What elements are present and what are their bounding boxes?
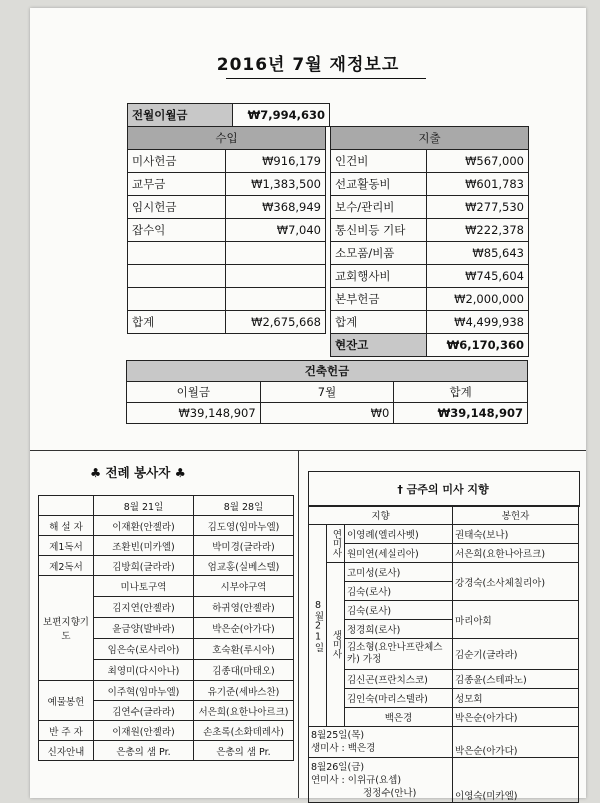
server-name: 서은희(요한나아르크) <box>194 701 294 721</box>
expense-total-value: ₩4,499,938 <box>427 311 529 334</box>
expense-label: 본부헌금 <box>331 288 427 311</box>
prev-balance-label: 전월이월금 <box>128 104 233 127</box>
building-header-month: 7월 <box>260 382 394 403</box>
table-row <box>128 288 326 311</box>
servers-table <box>38 495 294 761</box>
table-row <box>128 219 326 242</box>
table-row <box>331 173 529 196</box>
server-name: 호숙환(루시아) <box>194 639 294 660</box>
income-value: ₩368,949 <box>226 196 326 219</box>
expense-value: ₩745,604 <box>427 265 529 288</box>
servers-col-date2: 8월 28일 <box>194 496 294 516</box>
income-label: 잡수익 <box>128 219 226 242</box>
expense-label: 교회행사비 <box>331 265 427 288</box>
server-name: 김방희(글라라) <box>94 556 194 576</box>
extra-intention: 연미사 : 이위규(요셉) <box>311 774 402 786</box>
server-name: 박미경(글라라) <box>194 536 294 556</box>
table-row <box>309 525 579 544</box>
balance-value: ₩6,170,360 <box>427 334 529 357</box>
income-value: ₩7,040 <box>226 219 326 242</box>
table-row <box>331 219 529 242</box>
expense-label: 통신비등 기타 <box>331 219 427 242</box>
expense-label: 선교활동비 <box>331 173 427 196</box>
table-row <box>309 727 579 758</box>
expense-value: ₩601,783 <box>427 173 529 196</box>
expense-value: ₩567,000 <box>427 150 529 173</box>
role-label: 예물봉헌 <box>39 681 94 721</box>
income-total-label: 합계 <box>128 311 226 334</box>
role-label: 해 설 자 <box>39 516 94 536</box>
role-label: 보편지향기 도 <box>39 576 94 681</box>
income-total-value: ₩2,675,668 <box>226 311 326 334</box>
server-name: 이재환(안젤라) <box>94 516 194 536</box>
building-header-carryover: 이월금 <box>127 382 261 403</box>
income-value <box>226 288 326 311</box>
mass-group-living: 생미사 <box>327 563 345 727</box>
offerer-name: 김순기(글라라) <box>453 639 579 670</box>
server-name: 은총의 샘 Pr. <box>194 741 294 761</box>
income-label: 교무금 <box>128 173 226 196</box>
table-row <box>309 639 579 670</box>
bulletin-page <box>30 8 586 802</box>
table-row <box>128 196 326 219</box>
income-label: 미사헌금 <box>128 150 226 173</box>
table-row <box>39 516 294 536</box>
intention-name: 원미연(세실리아) <box>345 544 453 563</box>
expense-label: 보수/관리비 <box>331 196 427 219</box>
server-name: 윤금양(발바라) <box>94 618 194 639</box>
server-name: 김연수(글라라) <box>94 701 194 721</box>
offerer-name: 박은순(아가다) <box>453 727 579 758</box>
servers-col-date1: 8월 21일 <box>94 496 194 516</box>
table-row <box>128 265 326 288</box>
income-value <box>226 242 326 265</box>
section-divider <box>30 450 586 451</box>
table-row <box>128 173 326 196</box>
table-row <box>39 721 294 741</box>
extra-date: 8월26일(금) <box>311 761 365 773</box>
table-row <box>309 544 579 563</box>
offerer-name: 권태숙(보나) <box>453 525 579 544</box>
income-value: ₩916,179 <box>226 150 326 173</box>
building-value-total: ₩39,148,907 <box>394 403 528 424</box>
offerer-name: 서은희(요한나아르크) <box>453 544 579 563</box>
intention-name: 김숙(로사) <box>345 601 453 620</box>
income-label <box>128 242 226 265</box>
mass-date-label: 8월21일 <box>309 525 327 727</box>
mass-intention-table <box>308 505 579 803</box>
income-value: ₩1,383,500 <box>226 173 326 196</box>
expense-total-row <box>331 311 529 334</box>
server-name: 은총의 샘 Pr. <box>94 741 194 761</box>
expense-header: 지출 <box>331 127 529 150</box>
table-row <box>309 563 579 582</box>
income-total-row <box>128 311 326 334</box>
intention-name: 김신곤(프란치스코) <box>345 670 453 689</box>
income-label <box>128 265 226 288</box>
server-name: 박은순(아가다) <box>194 618 294 639</box>
intention-name: 김인숙(마리스텔라) <box>345 689 453 708</box>
intention-name: 김소형(요안나프란체스카) 가정 <box>345 639 453 670</box>
server-name: 하귀영(안젤라) <box>194 597 294 618</box>
role-label: 반 주 자 <box>39 721 94 741</box>
offerer-name: 이영숙(미카엘) <box>453 758 579 803</box>
table-row <box>128 242 326 265</box>
prev-balance-value: ₩7,994,630 <box>233 104 330 127</box>
table-row <box>309 601 579 620</box>
intention-name: 고미성(로사) <box>345 563 453 582</box>
expense-table <box>330 126 529 357</box>
extra-intention: 생미사 : 백은경 <box>311 743 376 754</box>
server-name: 이재원(안젤라) <box>94 721 194 741</box>
income-header: 수입 <box>128 127 326 150</box>
expense-label: 인건비 <box>331 150 427 173</box>
balance-label: 현잔고 <box>331 334 427 357</box>
table-row <box>331 265 529 288</box>
server-name: 김지연(안젤라) <box>94 597 194 618</box>
server-name: 조환빈(미카엘) <box>94 536 194 556</box>
offerer-name: 마리아회 <box>453 601 579 639</box>
income-table <box>127 126 326 334</box>
income-value <box>226 265 326 288</box>
building-fund-title: 건축헌금 <box>127 361 528 382</box>
role-label: 신자안내 <box>39 741 94 761</box>
server-name: 엄교홍(실베스텔) <box>194 556 294 576</box>
server-name: 김도영(임마누엘) <box>194 516 294 536</box>
mass-col-intention: 지향 <box>309 506 453 525</box>
table-row <box>331 288 529 311</box>
offerer-name: 성모회 <box>453 689 579 708</box>
column-divider <box>298 450 299 798</box>
prev-balance-table <box>127 103 330 127</box>
server-name: 손초록(소화데레사) <box>194 721 294 741</box>
table-row <box>39 536 294 556</box>
server-name: 김종대(마태오) <box>194 660 294 681</box>
expense-value: ₩277,530 <box>427 196 529 219</box>
server-name: 최영미(다시아나) <box>94 660 194 681</box>
role-label: 제2독서 <box>39 556 94 576</box>
expense-label: 소모품/비품 <box>331 242 427 265</box>
intention-name: 이영례(엘리사벳) <box>345 525 453 544</box>
table-row <box>309 670 579 689</box>
income-label: 임시헌금 <box>128 196 226 219</box>
server-name: 임은숙(로사리아) <box>94 639 194 660</box>
offerer-name: 박은순(아가다) <box>453 708 579 727</box>
table-row <box>331 150 529 173</box>
table-row <box>331 196 529 219</box>
expense-value: ₩2,000,000 <box>427 288 529 311</box>
mass-title: † 금주의 미사 지향 <box>397 483 489 496</box>
intention-name: 정경희(로사) <box>345 620 453 639</box>
table-row <box>39 556 294 576</box>
title-underline <box>226 78 426 79</box>
intention-name: 김숙(로사) <box>345 582 453 601</box>
role-label: 제1독서 <box>39 536 94 556</box>
servers-title: ♣ 전례 봉사자 ♣ <box>90 465 186 480</box>
offerer-name: 강경숙(소사체칠리아) <box>453 563 579 601</box>
expense-value: ₩85,643 <box>427 242 529 265</box>
offerer-name: 김종윤(스테파노) <box>453 670 579 689</box>
table-row <box>128 150 326 173</box>
building-fund-table <box>126 360 528 424</box>
server-name: 미나토구역 <box>94 576 194 597</box>
mass-group-requiem: 연미사 <box>327 525 345 563</box>
building-header-total: 합계 <box>394 382 528 403</box>
page-title: 2016년 7월 재정보고 <box>216 55 400 75</box>
table-row <box>309 708 579 727</box>
mass-col-offerer: 봉헌자 <box>453 506 579 525</box>
table-row <box>309 689 579 708</box>
intention-name: 백은경 <box>345 708 453 727</box>
balance-row <box>331 334 529 357</box>
building-value-carryover: ₩39,148,907 <box>127 403 261 424</box>
table-row <box>39 741 294 761</box>
server-name: 시부야구역 <box>194 576 294 597</box>
expense-total-label: 합계 <box>331 311 427 334</box>
server-name: 유기준(세바스찬) <box>194 681 294 701</box>
extra-date: 8월25일(목) <box>311 730 365 741</box>
income-label <box>128 288 226 311</box>
extra-intention: 정정수(안나) <box>363 787 417 799</box>
table-row <box>331 242 529 265</box>
building-value-month: ₩0 <box>260 403 394 424</box>
table-row <box>309 758 579 803</box>
server-name: 이주혁(임마누엘) <box>94 681 194 701</box>
table-row <box>39 681 294 701</box>
table-row <box>39 576 294 597</box>
expense-value: ₩222,378 <box>427 219 529 242</box>
